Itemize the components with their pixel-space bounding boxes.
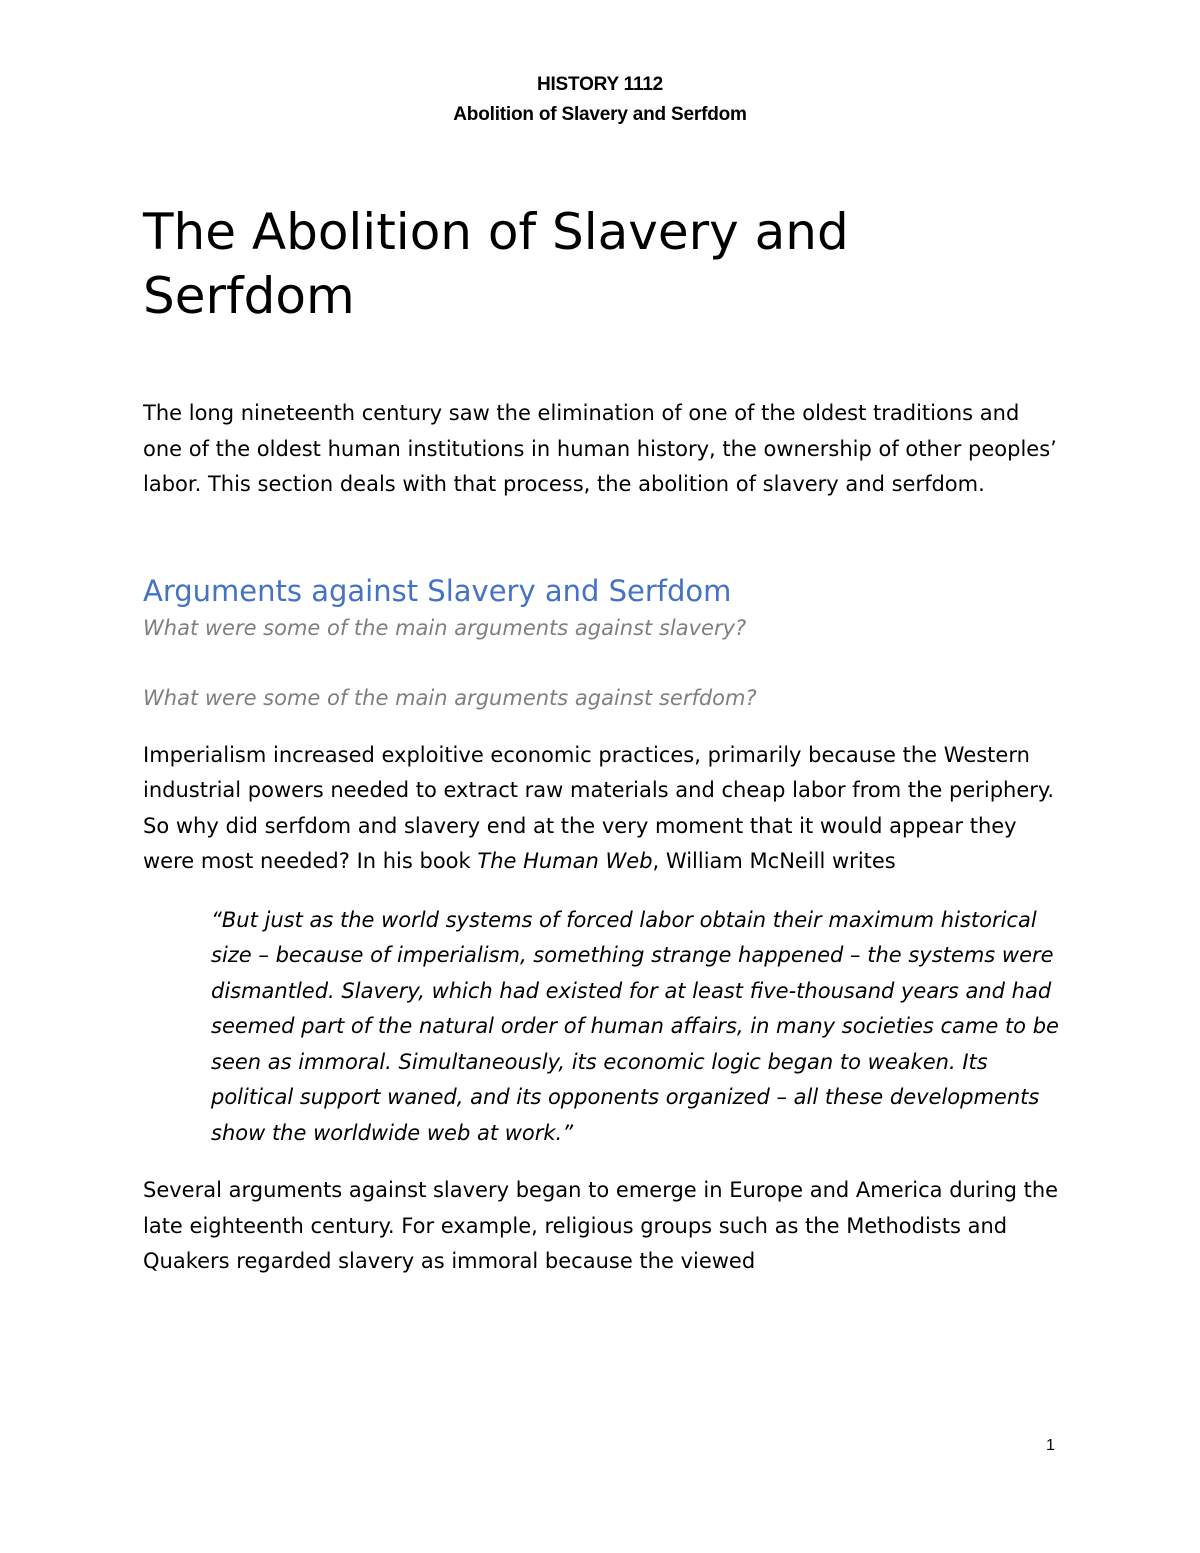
imperialism-paragraph [143,738,1063,880]
imperialism-paragraph-tail: , William McNeill writes [652,849,896,873]
mcneill-quote: “But just as the world systems of forced labor obtain their maximum historical size – because of imperialism, something strange happened – the systems were dismantled. Slavery, which had existed for at least five-thousand years and had seemed part of the natural order of human affairs, in many societies came to be seen as immoral. Simultaneously, its economic logic began to weaken. Its political support waned, and its opponents organized – all these developments show the worldwide web at work.” [211,907,1059,1145]
document-body [143,200,1063,1280]
book-title: The Human Web [477,849,653,873]
page-number: 1 [1046,1437,1055,1454]
imperialism-paragraph-text: Imperialism increased exploitive economic practices, primarily because the Western industrial powers needed to extract raw materials and cheap labor from the periphery. So why did serfdom and slavery end at the very moment that it would appear they were most needed? In his book [143,742,1055,873]
running-header-course: HISTORY 1112 [536,74,664,95]
section-question-slavery: What were some of the main arguments against slavery? [143,615,747,640]
intro-paragraph: The long nineteenth century saw the elimination of one of the oldest traditions and one of the oldest human institutions in human history, the ownership of other peoples’ labor. This section deals with that process, the abolition of slavery and serfdom. [143,401,1057,496]
section-question-serfdom: What were some of the main arguments against serfdom? [143,685,757,710]
arguments-paragraph: Several arguments against slavery began to emerge in Europe and America during the late eighteenth century. For example, religious groups such as the Methodists and Quakers regarded slavery as immoral because the viewed [143,1178,1059,1273]
document-title: The Abolition of Slavery and Serfdom [143,203,849,325]
section-heading: Arguments against Slavery and Serfdom [143,573,732,608]
running-header-subtitle: Abolition of Slavery and Serfdom [453,104,747,125]
